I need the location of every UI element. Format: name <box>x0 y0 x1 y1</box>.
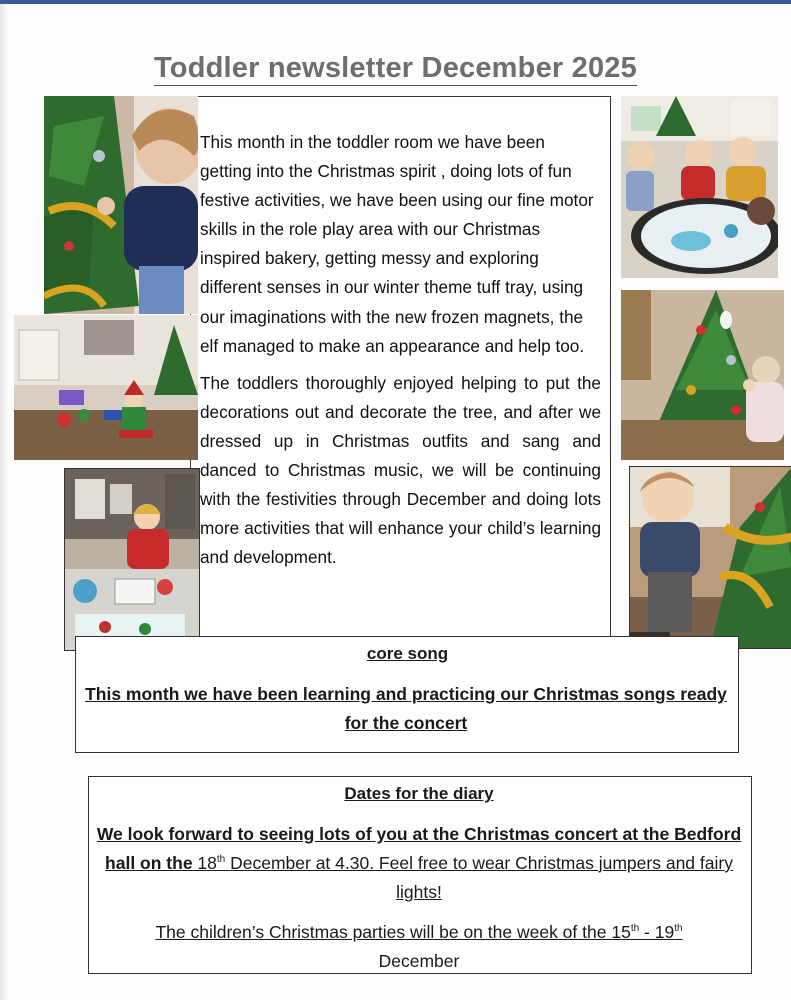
top-accent-bar <box>0 0 791 4</box>
parties-suffix-1: th <box>630 923 640 935</box>
christmas-bakery-photo <box>64 468 200 651</box>
toddler-with-tinsel-photo <box>629 466 791 649</box>
concert-bold-text: We look forward to seeing lots of you at the Christmas concert at the Bedford hall on the <box>96 824 742 873</box>
parties-end: December <box>378 951 460 971</box>
intro-paragraph: This month in the toddler room we have been getting into the Christmas spirit , doing lots of fun festive activities, we have been using our fine motor skills in the role play area with our Christmas inspired bakery, getting messy and exploring different senses in our winter theme tuff tray, using our imaginations with the new frozen magnets, the elf managed to make an appearance and help too. <box>200 132 594 356</box>
main-text <box>200 128 601 580</box>
child-decorating-tree-photo <box>44 96 198 314</box>
dates-heading <box>88 784 750 804</box>
playroom-elf-photo <box>14 315 198 460</box>
parties-dash: - 19 <box>639 922 675 942</box>
concert-day-suffix: th <box>216 854 226 866</box>
core-song-text-content: This month we have been learning and practicing our Christmas songs ready for the concert <box>85 684 727 733</box>
core-song-heading-text: core song <box>366 644 449 663</box>
parties-suffix-2: th <box>674 923 683 935</box>
core-song-heading <box>0 644 791 664</box>
core-song-text <box>75 680 737 738</box>
parties-info <box>88 918 750 976</box>
parties-text: The children’s Christmas parties will be on the week of the 15 <box>155 922 631 942</box>
title-text: Toddler newsletter December 2025 <box>154 52 637 84</box>
page-title <box>0 52 791 85</box>
tuff-tray-children-photo <box>621 96 778 278</box>
decorations-paragraph: The toddlers thoroughly enjoyed helping to put the decorations out and decorate the tree, and after we dressed up in Christmas outfits and sang and danced to Christmas music, we will be continuing with the festivities through December and doing lots more activities that will enhance your child’s learning and development. <box>200 372 601 568</box>
page-edge-shadow <box>0 4 8 1000</box>
concert-day: 18 <box>197 853 217 873</box>
concert-info <box>88 820 750 907</box>
child-at-tree-photo <box>621 290 784 460</box>
dates-heading-text: Dates for the diary <box>344 784 494 803</box>
concert-rest-text: December at 4.30. Feel free to wear Christmas jumpers and fairy lights! <box>230 853 733 902</box>
